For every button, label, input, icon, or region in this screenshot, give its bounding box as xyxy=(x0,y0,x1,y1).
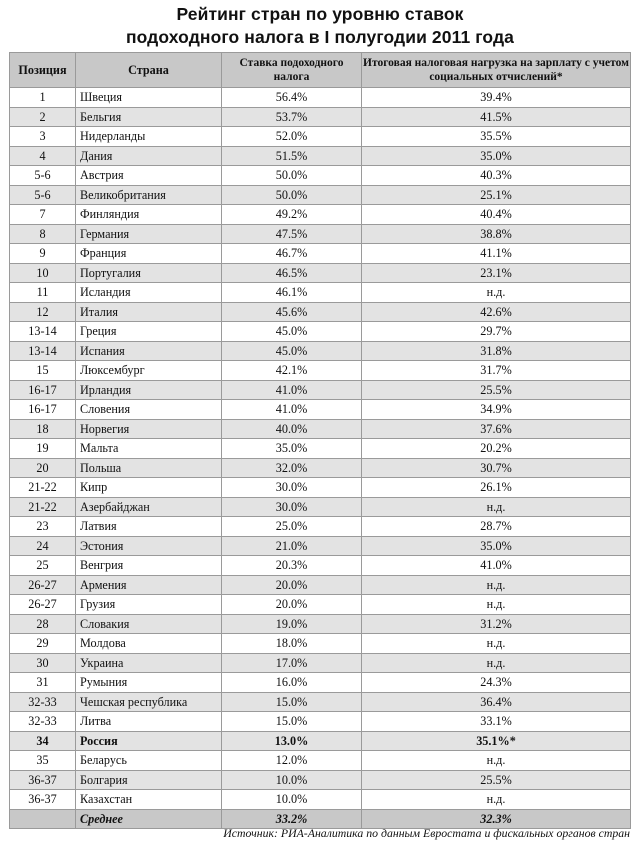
cell-burden: 26.1% xyxy=(362,478,631,498)
cell-country: Финляндия xyxy=(76,205,222,225)
cell-rate: 49.2% xyxy=(222,205,362,225)
header-country: Страна xyxy=(76,53,222,88)
cell-burden: 36.4% xyxy=(362,692,631,712)
table-row xyxy=(10,88,631,108)
cell-burden: 41.5% xyxy=(362,107,631,127)
cell-burden: 30.7% xyxy=(362,458,631,478)
cell-burden: 35.0% xyxy=(362,146,631,166)
table-row xyxy=(10,380,631,400)
cell-burden: 35.5% xyxy=(362,127,631,147)
cell-position: 36-37 xyxy=(10,770,76,790)
cell-rate: 20.0% xyxy=(222,575,362,595)
cell-burden: н.д. xyxy=(362,283,631,303)
cell-country: Нидерланды xyxy=(76,127,222,147)
cell-rate: 16.0% xyxy=(222,673,362,693)
cell-rate: 47.5% xyxy=(222,224,362,244)
cell-position: 26-27 xyxy=(10,595,76,615)
cell-burden: н.д. xyxy=(362,634,631,654)
table-row xyxy=(10,653,631,673)
cell-country: Швеция xyxy=(76,88,222,108)
cell-country: Украина xyxy=(76,653,222,673)
cell-position: 25 xyxy=(10,556,76,576)
table-row xyxy=(10,751,631,771)
cell-burden: 25.5% xyxy=(362,380,631,400)
cell-country: Бельгия xyxy=(76,107,222,127)
cell-country: Латвия xyxy=(76,517,222,537)
cell-rate: 25.0% xyxy=(222,517,362,537)
cell-position: 21-22 xyxy=(10,478,76,498)
cell-position: 20 xyxy=(10,458,76,478)
cell-position: 32-33 xyxy=(10,712,76,732)
cell-burden: 35.1%* xyxy=(362,731,631,751)
cell-rate: 10.0% xyxy=(222,790,362,810)
cell-burden: н.д. xyxy=(362,790,631,810)
cell-position: 16-17 xyxy=(10,380,76,400)
cell-country: Португалия xyxy=(76,263,222,283)
cell-rate: 20.3% xyxy=(222,556,362,576)
cell-burden: 25.5% xyxy=(362,770,631,790)
cell-country: Среднее xyxy=(76,809,222,829)
cell-country: Мальта xyxy=(76,439,222,459)
cell-position: 28 xyxy=(10,614,76,634)
cell-country: Исландия xyxy=(76,283,222,303)
cell-position: 7 xyxy=(10,205,76,225)
header-rate: Ставка подоходного налога xyxy=(222,53,362,88)
cell-country: Австрия xyxy=(76,166,222,186)
table-row xyxy=(10,458,631,478)
table-row xyxy=(10,263,631,283)
header-burden: Итоговая налоговая нагрузка на зарплату с учетом социальных отчислений* xyxy=(362,53,631,88)
cell-rate: 20.0% xyxy=(222,595,362,615)
cell-rate: 18.0% xyxy=(222,634,362,654)
cell-rate: 17.0% xyxy=(222,653,362,673)
cell-rate: 46.5% xyxy=(222,263,362,283)
table-row xyxy=(10,419,631,439)
table-row xyxy=(10,205,631,225)
cell-rate: 12.0% xyxy=(222,751,362,771)
cell-burden: н.д. xyxy=(362,751,631,771)
cell-country: Люксембург xyxy=(76,361,222,381)
cell-rate: 19.0% xyxy=(222,614,362,634)
cell-country: Беларусь xyxy=(76,751,222,771)
cell-position: 5-6 xyxy=(10,166,76,186)
cell-burden: н.д. xyxy=(362,595,631,615)
cell-rate: 50.0% xyxy=(222,185,362,205)
cell-burden: 23.1% xyxy=(362,263,631,283)
cell-burden: 25.1% xyxy=(362,185,631,205)
cell-country: Словакия xyxy=(76,614,222,634)
cell-position: 18 xyxy=(10,419,76,439)
table-row xyxy=(10,224,631,244)
table-row xyxy=(10,497,631,517)
header-position: Позиция xyxy=(10,53,76,88)
cell-position: 11 xyxy=(10,283,76,303)
cell-burden: 35.0% xyxy=(362,536,631,556)
cell-position: 10 xyxy=(10,263,76,283)
cell-position: 3 xyxy=(10,127,76,147)
cell-burden: 42.6% xyxy=(362,302,631,322)
cell-burden: 20.2% xyxy=(362,439,631,459)
cell-rate: 15.0% xyxy=(222,712,362,732)
cell-position xyxy=(10,809,76,829)
cell-burden: 32.3% xyxy=(362,809,631,829)
cell-position: 1 xyxy=(10,88,76,108)
cell-position: 34 xyxy=(10,731,76,751)
cell-position: 29 xyxy=(10,634,76,654)
cell-position: 24 xyxy=(10,536,76,556)
cell-rate: 21.0% xyxy=(222,536,362,556)
cell-burden: 31.8% xyxy=(362,341,631,361)
cell-rate: 15.0% xyxy=(222,692,362,712)
cell-rate: 56.4% xyxy=(222,88,362,108)
cell-country: Литва xyxy=(76,712,222,732)
cell-position: 32-33 xyxy=(10,692,76,712)
cell-country: Казахстан xyxy=(76,790,222,810)
cell-burden: 38.8% xyxy=(362,224,631,244)
cell-position: 2 xyxy=(10,107,76,127)
table-row xyxy=(10,361,631,381)
cell-burden: 41.0% xyxy=(362,556,631,576)
cell-position: 13-14 xyxy=(10,341,76,361)
tax-rate-table xyxy=(9,52,631,829)
cell-country: Дания xyxy=(76,146,222,166)
cell-position: 4 xyxy=(10,146,76,166)
cell-country: Кипр xyxy=(76,478,222,498)
source-note: Источник: РИА-Аналитика по данным Евростата и фискальных органов стран xyxy=(223,826,630,840)
cell-position: 30 xyxy=(10,653,76,673)
table-row xyxy=(10,166,631,186)
cell-burden: 24.3% xyxy=(362,673,631,693)
cell-country: Эстония xyxy=(76,536,222,556)
cell-country: Франция xyxy=(76,244,222,264)
page-title xyxy=(0,0,640,48)
cell-position: 8 xyxy=(10,224,76,244)
cell-position: 19 xyxy=(10,439,76,459)
cell-rate: 53.7% xyxy=(222,107,362,127)
cell-position: 13-14 xyxy=(10,322,76,342)
table-row xyxy=(10,536,631,556)
cell-burden: 31.7% xyxy=(362,361,631,381)
table-row xyxy=(10,283,631,303)
cell-country: Венгрия xyxy=(76,556,222,576)
cell-position: 36-37 xyxy=(10,790,76,810)
cell-rate: 46.1% xyxy=(222,283,362,303)
cell-rate: 13.0% xyxy=(222,731,362,751)
table-row xyxy=(10,341,631,361)
cell-burden: 40.3% xyxy=(362,166,631,186)
cell-rate: 30.0% xyxy=(222,497,362,517)
cell-rate: 30.0% xyxy=(222,478,362,498)
table-row xyxy=(10,107,631,127)
table-row xyxy=(10,400,631,420)
cell-country: Грузия xyxy=(76,595,222,615)
cell-country: Ирландия xyxy=(76,380,222,400)
table-header-row xyxy=(10,53,631,88)
cell-burden: 39.4% xyxy=(362,88,631,108)
cell-burden: 41.1% xyxy=(362,244,631,264)
cell-burden: 28.7% xyxy=(362,517,631,537)
cell-burden: н.д. xyxy=(362,653,631,673)
table-row xyxy=(10,439,631,459)
title-line-2: подоходного налога в I полугодии 2011 года xyxy=(125,27,515,47)
table-row xyxy=(10,478,631,498)
cell-rate: 33.2% xyxy=(222,809,362,829)
cell-rate: 45.6% xyxy=(222,302,362,322)
cell-rate: 45.0% xyxy=(222,322,362,342)
cell-country: Румыния xyxy=(76,673,222,693)
table-row xyxy=(10,731,631,751)
table-row xyxy=(10,244,631,264)
cell-position: 16-17 xyxy=(10,400,76,420)
cell-burden: 34.9% xyxy=(362,400,631,420)
cell-country: Молдова xyxy=(76,634,222,654)
cell-rate: 32.0% xyxy=(222,458,362,478)
table-row xyxy=(10,614,631,634)
table-row xyxy=(10,634,631,654)
cell-rate: 50.0% xyxy=(222,166,362,186)
cell-position: 35 xyxy=(10,751,76,771)
cell-rate: 51.5% xyxy=(222,146,362,166)
cell-country: Болгария xyxy=(76,770,222,790)
cell-country: Испания xyxy=(76,341,222,361)
table-row xyxy=(10,770,631,790)
cell-country: Норвегия xyxy=(76,419,222,439)
table-row xyxy=(10,322,631,342)
cell-burden: 29.7% xyxy=(362,322,631,342)
table-row xyxy=(10,517,631,537)
cell-country: Греция xyxy=(76,322,222,342)
cell-position: 15 xyxy=(10,361,76,381)
cell-country: Великобритания xyxy=(76,185,222,205)
cell-position: 9 xyxy=(10,244,76,264)
table-row xyxy=(10,595,631,615)
cell-country: Италия xyxy=(76,302,222,322)
cell-burden: 31.2% xyxy=(362,614,631,634)
table-row xyxy=(10,712,631,732)
table-body xyxy=(10,88,631,829)
cell-burden: 33.1% xyxy=(362,712,631,732)
cell-rate: 52.0% xyxy=(222,127,362,147)
table-row xyxy=(10,127,631,147)
table-row xyxy=(10,185,631,205)
cell-rate: 45.0% xyxy=(222,341,362,361)
cell-country: Азербайджан xyxy=(76,497,222,517)
table-row xyxy=(10,790,631,810)
table-row xyxy=(10,673,631,693)
title-line-1: Рейтинг стран по уровню ставок xyxy=(176,4,464,24)
cell-country: Россия xyxy=(76,731,222,751)
cell-rate: 46.7% xyxy=(222,244,362,264)
cell-burden: 40.4% xyxy=(362,205,631,225)
cell-country: Германия xyxy=(76,224,222,244)
cell-position: 12 xyxy=(10,302,76,322)
table-row xyxy=(10,146,631,166)
cell-burden: н.д. xyxy=(362,575,631,595)
table-row xyxy=(10,302,631,322)
cell-position: 5-6 xyxy=(10,185,76,205)
cell-rate: 40.0% xyxy=(222,419,362,439)
table-row xyxy=(10,575,631,595)
cell-rate: 35.0% xyxy=(222,439,362,459)
cell-rate: 41.0% xyxy=(222,400,362,420)
cell-rate: 41.0% xyxy=(222,380,362,400)
table-row xyxy=(10,556,631,576)
cell-burden: 37.6% xyxy=(362,419,631,439)
cell-country: Словения xyxy=(76,400,222,420)
cell-country: Польша xyxy=(76,458,222,478)
cell-country: Армения xyxy=(76,575,222,595)
cell-burden: н.д. xyxy=(362,497,631,517)
cell-country: Чешская республика xyxy=(76,692,222,712)
cell-position: 21-22 xyxy=(10,497,76,517)
cell-position: 31 xyxy=(10,673,76,693)
cell-rate: 42.1% xyxy=(222,361,362,381)
cell-position: 23 xyxy=(10,517,76,537)
table-row xyxy=(10,692,631,712)
cell-position: 26-27 xyxy=(10,575,76,595)
cell-rate: 10.0% xyxy=(222,770,362,790)
